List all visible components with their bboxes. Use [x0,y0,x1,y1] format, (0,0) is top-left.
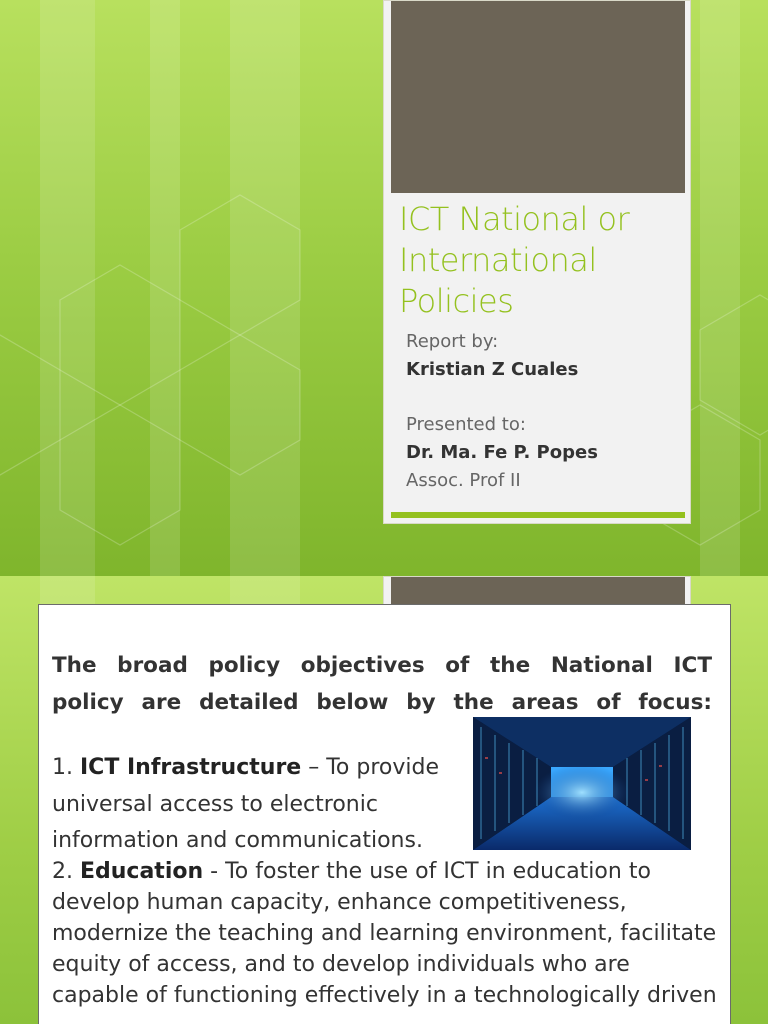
item-term: Education [79,859,204,884]
heading-line: policy are detailed below by the areas of focus: [52,690,712,715]
focus-item-education [52,856,720,1011]
item-term: ICT Infrastructure [79,755,302,780]
slide-title: ICT National or International Policies [399,200,630,320]
accent-bar [391,512,685,518]
content-slide [0,576,768,1024]
presented-to-label: Presented to: [406,414,526,435]
presenter-name: Dr. Ma. Fe P. Popes [406,442,598,463]
item-text: - To foster the use of ICT in education to develop human capacity, enhance competitiveness, modernize the teaching and learning environment, facilitate equity of access, and to develop individuals who are capable of functioning effectively in a technologically driven [52,859,717,1008]
title-card [383,0,691,524]
title-image-placeholder [391,1,685,193]
reporter-name: Kristian Z Cuales [406,359,579,380]
item-number: 2. [52,859,80,884]
item-number: 1. [52,755,80,780]
content-box [38,604,731,1024]
heading-line: The broad policy objectives of the National ICT [52,653,712,678]
policy-heading [52,647,712,721]
focus-item-infrastructure [52,750,472,860]
server-room-photo [473,717,691,850]
report-by-label: Report by: [406,331,499,352]
item-text: – To provide universal access to electronic information and communications. [52,755,439,853]
presenter-title: Assoc. Prof II [406,470,521,491]
